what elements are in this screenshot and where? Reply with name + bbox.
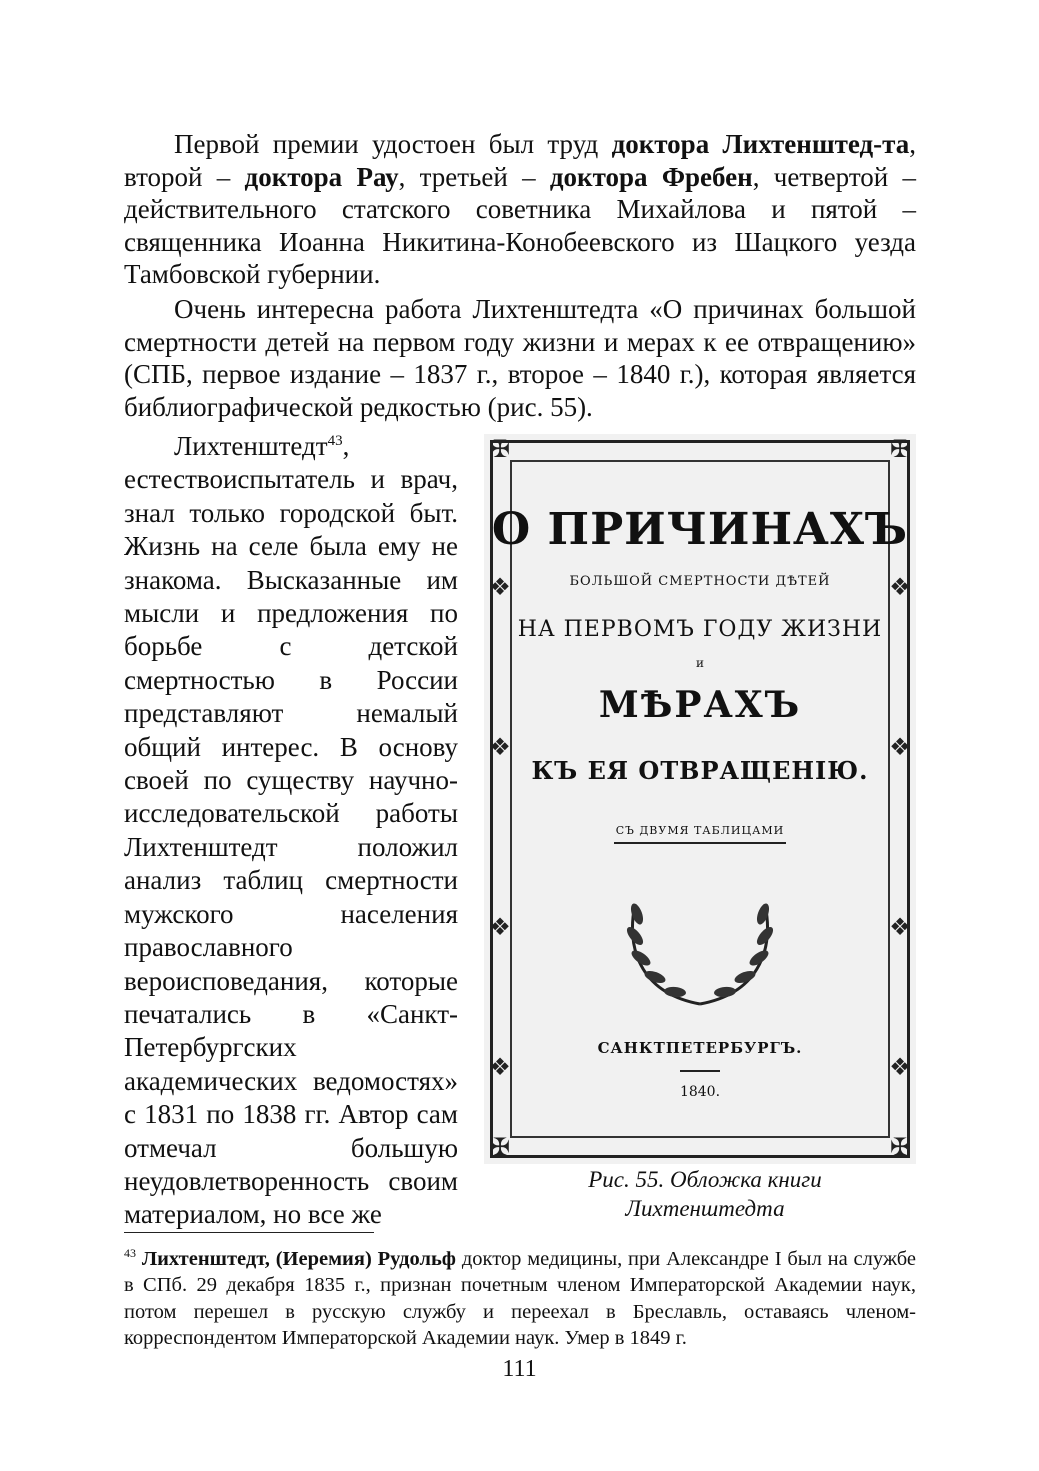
- footnote-name: Лихтенштедт, (Иеремия) Рудольф: [141, 1247, 456, 1270]
- side-ornament-icon: ❖: [489, 915, 511, 941]
- cover-year: 1840.: [679, 1084, 721, 1100]
- bold-name: доктора Фребен: [549, 161, 753, 192]
- corner-ornament-icon: ✠: [489, 1135, 511, 1161]
- cover-title: О ПРИЧИНАХЪ: [491, 504, 909, 555]
- figure-caption: Рис. 55. Обложка книги Лихтенштедта: [588, 1167, 822, 1221]
- book-cover-figure: [484, 434, 916, 1164]
- cover-subtitle: СЪ ДВУМЯ ТАБЛИЦАМИ: [615, 824, 785, 837]
- corner-ornament-icon: ✠: [889, 1135, 911, 1161]
- paragraph-2: Очень интересна работа Лихтенштедта «О причинах большой смертности детей на первом году жизни и мерах к ее отвращению» (СПБ, первое издание – 1837 г., второе – 1840 г.), которая является библиографической редкостью (рис. 55).: [124, 294, 916, 422]
- cover-title: МѢРАХЪ: [598, 684, 802, 726]
- side-ornament-icon: ❖: [489, 575, 511, 601]
- corner-ornament-icon: ✠: [489, 437, 511, 463]
- bold-name: доктора Рау: [244, 161, 399, 192]
- side-ornament-icon: ❖: [889, 915, 911, 941]
- side-ornament-icon: ❖: [489, 735, 511, 761]
- corner-ornament-icon: ✠: [889, 437, 911, 463]
- side-ornament-icon: ❖: [889, 1055, 911, 1081]
- cover-subtitle: НА ПЕРВОМЪ ГОДУ ЖИЗНИ: [517, 617, 883, 642]
- side-ornament-icon: ❖: [489, 1055, 511, 1081]
- footnote: $^{43}$ Лихтенштедт, (Иеремия) Рудольф доктор медицины, при Александре I был на службе в СПб. 29 декабря 1835 г., признан почетным членом Императорской Академии наук, потом перешел в русскую службу и переехал в Бреславль, оставаясь членом-корреспондентом Императорской Академии наук. Умер в 1849 г.: [124, 1246, 916, 1350]
- page-number: 111: [502, 1356, 537, 1382]
- cover-subtitle: БОЛЬШОЙ СМЕРТНОСТИ ДѢТЕЙ: [569, 574, 831, 589]
- laurel-wreath-icon: [615, 874, 785, 1014]
- paragraph-1: Первой премии удостоен был труд доктора Лихтенштед-та, второй – доктора Рау, третьей – доктора Фребен, четвертой – действительного статского советника Михайлова и пятой – священника Иоанна Никитина-Конобеевского из Шацкого уезда Тамбовской губернии.: [124, 129, 917, 290]
- cover-city: САНКТПЕТЕРБУРГЪ.: [597, 1039, 803, 1057]
- footnote-number: 43: [124, 1246, 136, 1260]
- cover-divider: [614, 842, 786, 844]
- side-ornament-icon: ❖: [889, 575, 911, 601]
- cover-subtitle: и: [696, 656, 704, 670]
- cover-inner-frame: [510, 460, 890, 1138]
- footnote-ref: 43: [327, 433, 343, 449]
- side-ornament-icon: ❖: [889, 735, 911, 761]
- paragraph-3: Лихтенштедт$^{43}$, естествоиспытатель и врач, знал только городской быт. Жизнь на селе была ему не знакома. Высказанные им мысли и предложения по борьбе с детской смертностью в России представляют немалый общий интерес. В основу своей по существу научно-исследовательской работы Лихтенштедт положил анализ таблиц смертности мужского населения православного вероисповедания, которые печатались в «Санкт-Петербургских академических ведомостях» с 1831 по 1838 гг. Автор сам отмечал большую неудовлетворенность своим материалом, но все же: [124, 431, 458, 1230]
- bold-name: доктора Лихтенштед-та: [611, 129, 910, 159]
- cover-subtitle: КЪ ЕЯ ОТВРАЩЕНІЮ.: [531, 756, 869, 785]
- cover-divider: [680, 1070, 720, 1072]
- footnote-separator: [124, 1232, 374, 1233]
